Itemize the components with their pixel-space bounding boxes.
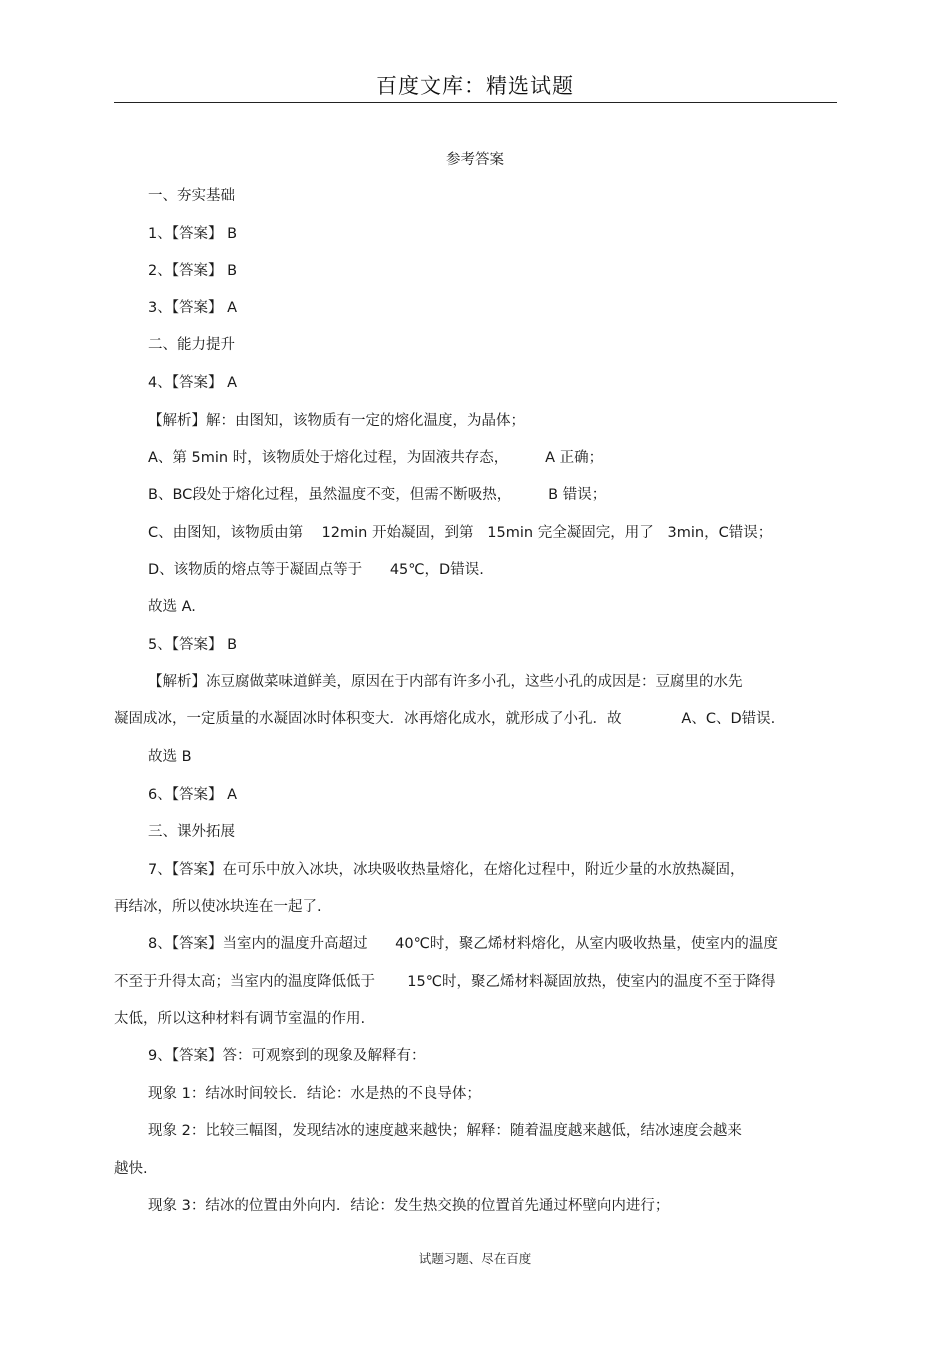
analysis-line-4: 【解析】解：由图知，该物质有一定的熔化温度，为晶体； [148,413,525,429]
page-footer: 试题习题、尽在百度 [418,1251,532,1266]
answer-line-8c: 太低，所以这种材料有调节室温的作用. [114,1011,366,1027]
header-divider [114,102,837,103]
choice-line-4: 故选 A. [148,599,196,615]
phenomenon-line-2a: 现象 2：比较三幅图，发现结冰的速度越来越快；解释：随着温度越来越低，结冰速度会越来 [148,1123,742,1139]
answer-line-9: 9、【答案】答：可观察到的现象及解释有： [148,1048,426,1064]
analysis-line-5b: 凝固成冰，一定质量的水凝固冰时体积变大．冰再熔化成水，就形成了小孔．故 A、C、D错误. [114,711,776,727]
answer-line-2: 2、【答案】 B [148,263,238,279]
section-title-1: 一、夯实基础 [148,188,235,204]
section-title-3: 三、课外拓展 [148,824,235,840]
answer-line-1: 1、【答案】 B [148,226,238,242]
option-a-line: A、第 5min 时，该物质处于熔化过程，为固液共存态， A 正确； [148,450,604,466]
answer-line-6: 6、【答案】 A [148,787,238,803]
header-title: 百度文库：精选试题 [376,74,574,98]
answer-line-5: 5、【答案】 B [148,637,238,653]
answer-line-8a: 8、【答案】当室内的温度升高超过 40℃时，聚乙烯材料熔化，从室内吸收热量，使室内的温度 [148,936,778,952]
phenomenon-line-1: 现象 1：结冰时间较长．结论：水是热的不良导体； [148,1086,481,1102]
phenomenon-line-2b: 越快. [114,1161,148,1177]
option-b-line: B、BC段处于熔化过程，虽然温度不变，但需不断吸热， B 错误； [148,487,607,503]
answer-line-7b: 再结冰，所以使冰块连在一起了. [114,899,322,915]
answer-line-4: 4、【答案】 A [148,375,238,391]
choice-line-5: 故选 B [148,749,192,765]
option-c-line: C、由图知，该物质由第 12min 开始凝固，到第 15min 完全凝固完，用了 3min，C错误； [148,525,773,541]
phenomenon-line-3: 现象 3：结冰的位置由外向内．结论：发生热交换的位置首先通过杯壁向内进行； [148,1198,670,1214]
answer-line-8b: 不至于升得太高；当室内的温度降低低于 15℃时，聚乙烯材料凝固放热，使室内的温度不至于降得 [114,974,776,990]
option-d-line: D、该物质的熔点等于凝固点等于 45℃，D错误. [148,562,484,578]
section-title-2: 二、能力提升 [148,337,235,353]
section-heading: 参考答案 [446,152,504,168]
analysis-line-5a: 【解析】冻豆腐做菜味道鲜美，原因在于内部有许多小孔，这些小孔的成因是：豆腐里的水先 [148,674,743,690]
answer-line-3: 3、【答案】 A [148,300,238,316]
answer-line-7a: 7、【答案】在可乐中放入冰块，冰块吸收热量熔化，在熔化过程中，附近少量的水放热凝固， [148,862,745,878]
